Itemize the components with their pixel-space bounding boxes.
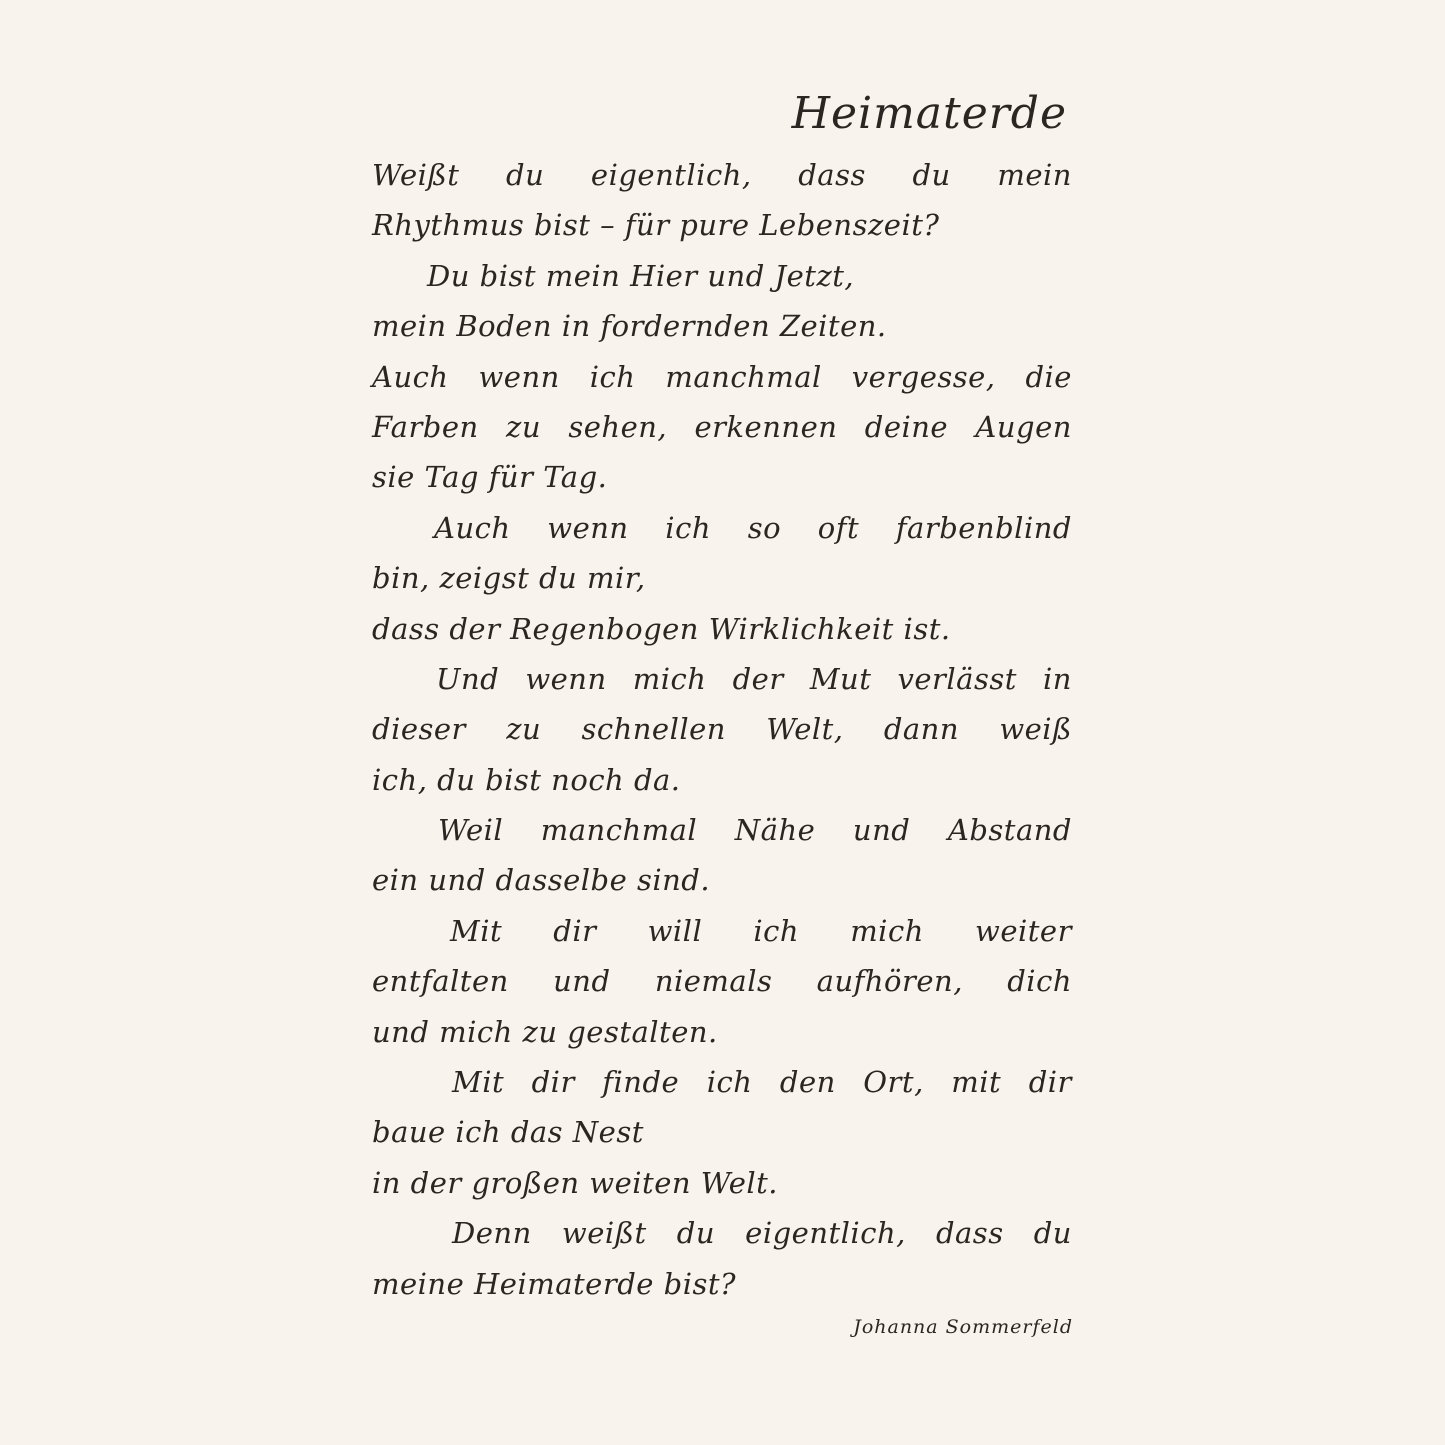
poem-word: dieser [372, 712, 466, 747]
poem-word: so [747, 510, 782, 545]
poem-word: mein [997, 158, 1072, 192]
poem-word: Nähe [734, 813, 816, 848]
poem-line: sie Tag für Tag. [372, 460, 608, 495]
poem-line: ich, du bist noch da. [372, 762, 681, 797]
poem-word: manchmal [665, 359, 822, 394]
poem-line [372, 352, 1072, 402]
poem-word: du [1033, 1216, 1072, 1251]
poem-word: der [732, 661, 784, 696]
poem-word: wenn [525, 661, 607, 696]
poem-word: dir [553, 913, 597, 948]
poem-line [372, 704, 1072, 754]
poem-word: und [553, 964, 611, 999]
poem-word: eigentlich, [745, 1216, 906, 1251]
poem-line [372, 805, 1072, 855]
poem-line: und mich zu gestalten. [372, 1014, 718, 1049]
poem-word: weiter [975, 913, 1072, 948]
poem-word: erkennen [694, 409, 838, 444]
poem-word: du [676, 1216, 716, 1251]
poem-word: ich [589, 359, 636, 394]
poem-word: die [1025, 359, 1072, 394]
poem-word: zu [506, 409, 542, 444]
poem-line [372, 1208, 1072, 1258]
poem-line: in der großen weiten Welt. [372, 1165, 779, 1200]
poem-word: niemals [654, 964, 773, 999]
poem-word: in [1043, 661, 1072, 696]
poem-word: Mit [450, 913, 503, 948]
poem-word: farbenblind [895, 510, 1072, 545]
poem-word: vergesse, [851, 359, 996, 394]
poem-line [372, 654, 1072, 704]
poem-word: weiß [999, 712, 1072, 747]
author-signature: Johanna Sommerfeld [853, 1316, 1073, 1338]
poem-body [372, 150, 1072, 1309]
poem-word: aufhören, [816, 964, 963, 999]
poem-word: mit [951, 1065, 1002, 1100]
poem-line [372, 402, 1072, 452]
poem-word: Denn [452, 1216, 532, 1251]
poem-word: wenn [547, 510, 629, 545]
poem-word: dass [798, 158, 866, 192]
poem-line: ein und dasselbe sind. [372, 863, 711, 898]
poem-word: Welt, [766, 712, 844, 747]
poem-word: mich [850, 913, 924, 948]
poem-word: eigentlich, [590, 158, 752, 192]
poem-word: finde [602, 1065, 680, 1100]
poem-word: den [779, 1065, 836, 1100]
poem-word: wenn [478, 359, 560, 394]
poem-word: schnellen [581, 712, 726, 747]
poem-word: du [506, 158, 545, 192]
poem-word: dir [1028, 1065, 1072, 1100]
poem-word: Mut [809, 661, 872, 696]
poem-line: meine Heimaterde bist? [372, 1266, 737, 1301]
poem-word: oft [817, 510, 860, 545]
poem-line [372, 150, 1072, 200]
poem-word: dass [935, 1216, 1004, 1251]
poem-word: manchmal [540, 813, 698, 848]
poem-word: deine [864, 409, 949, 444]
poem-word: weißt [561, 1216, 647, 1251]
poem-word: dir [531, 1065, 575, 1100]
poem-line: bin, zeigst du mir, [372, 561, 646, 596]
poem-line: dass der Regenbogen Wirklichkeit ist. [372, 611, 951, 646]
poem-word: Weil [438, 813, 504, 848]
poem-word: Augen [975, 409, 1072, 444]
poem-word: du [912, 158, 951, 192]
poem-word: Abstand [947, 813, 1072, 848]
poem-word: Auch [372, 359, 449, 394]
poem-line [372, 503, 1072, 553]
poem-word: ich [753, 913, 800, 948]
poem-line [372, 956, 1072, 1006]
poem-line [372, 1057, 1072, 1107]
poem-word: zu [506, 712, 542, 747]
poem-line: Rhythmus bist – für pure Lebenszeit? [372, 208, 940, 243]
poem-word: dann [883, 712, 960, 747]
poem-word: entfalten [372, 964, 509, 999]
poem-word: und [852, 813, 911, 848]
poem-title: Heimaterde [791, 88, 1067, 139]
poem-word: Weißt [372, 158, 460, 192]
poem-word: sehen, [568, 409, 668, 444]
poem-word: Und [436, 661, 500, 696]
poem-line: mein Boden in fordernden Zeiten. [372, 309, 887, 344]
poem-line: Du bist mein Hier und Jetzt, [427, 258, 855, 293]
poem-line: baue ich das Nest [372, 1115, 644, 1150]
poem-word: Farben [372, 409, 479, 444]
poem-line [372, 906, 1072, 956]
poem-word: Auch [434, 510, 511, 545]
poem-word: Ort, [863, 1065, 924, 1100]
poem-word: mich [632, 661, 707, 696]
poem-word: dich [1007, 964, 1072, 999]
poem-word: verlässt [897, 661, 1017, 696]
poem-word: ich [706, 1065, 753, 1100]
poem-word: will [647, 913, 703, 948]
poem-word: ich [665, 510, 711, 545]
poem-word: Mit [452, 1065, 505, 1100]
